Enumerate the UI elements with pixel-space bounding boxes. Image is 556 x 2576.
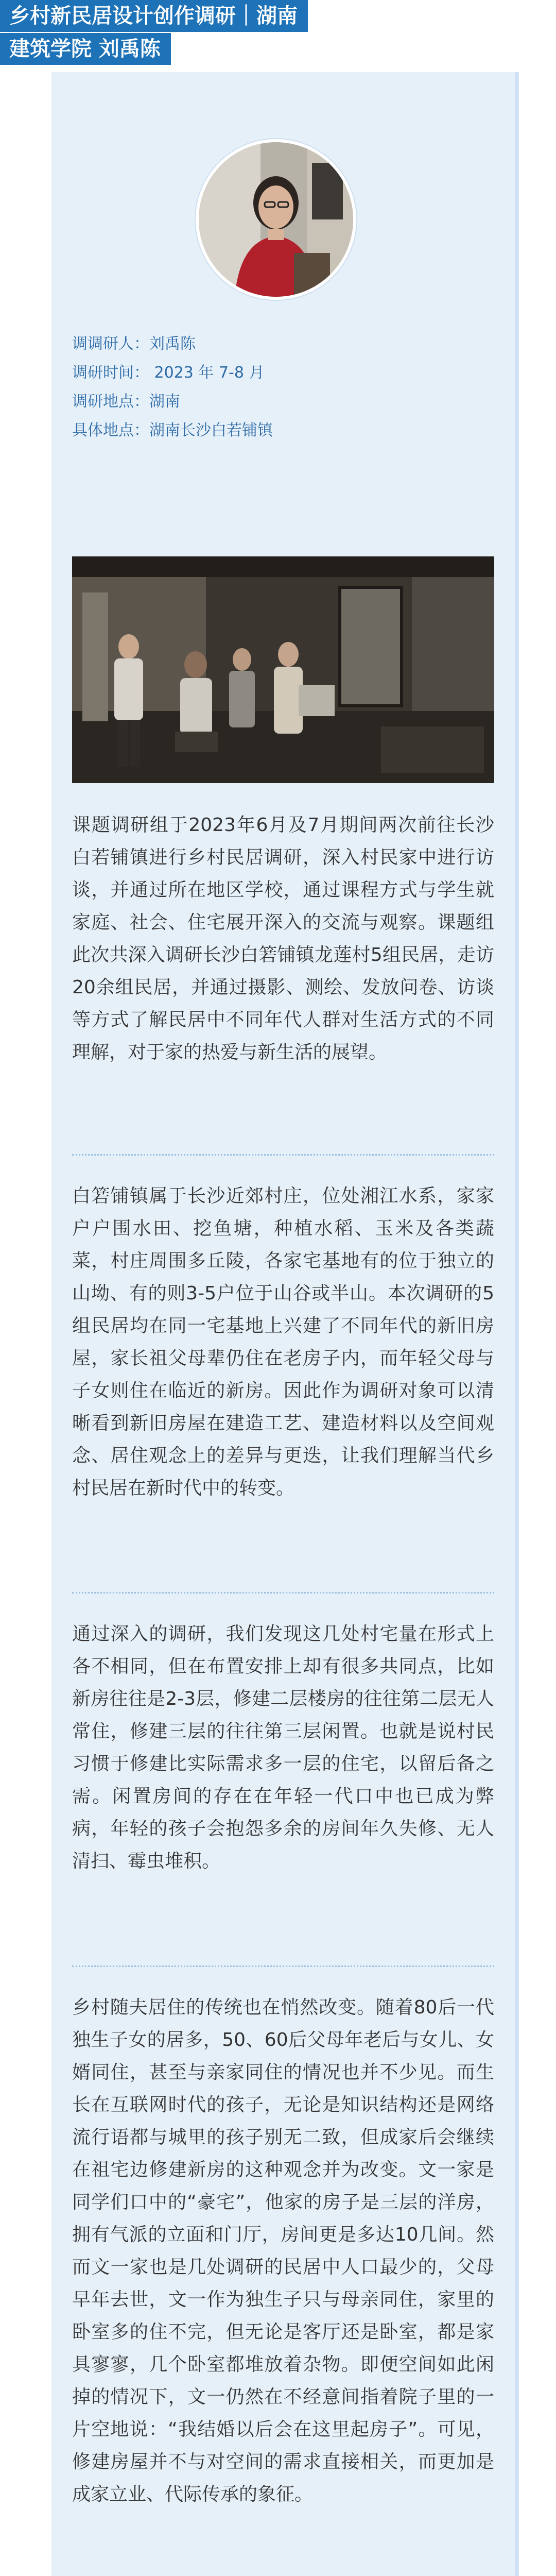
card-side-rail <box>515 72 519 2576</box>
section-divider-3 <box>72 1965 494 1967</box>
info-time: 调研时间： 2023 年 7-8 月 <box>72 364 265 382</box>
paragraph-2: 白箬铺镇属于长沙近郊村庄，位处湘江水系，家家户户围水田、挖鱼塘，种植水稻、玉米及各类蔬菜，村庄周围多丘陵，各家宅基地有的位于独立的山坳、有的则3-5户位于山谷或半山。本次调研的5组民居均在同一宅基地上兴建了不同年代的新旧房屋，家长祖父母辈仍住在老房子内，而年轻父母与子女则住在临近的新房。因此作为调研对象可以清晰看到新旧房屋在建造工艺、建造材料以及空间观念、居住观念上的差异与更迭，让我们理解当代乡村民居在新时代中的转变。 <box>72 1185 494 1499</box>
researcher-avatar <box>196 139 356 300</box>
article-subtitle: 建筑学院 刘禹陈 <box>0 33 171 65</box>
content-card <box>51 72 515 2576</box>
section-divider-2 <box>72 1592 494 1594</box>
field-visit-photo <box>72 556 494 783</box>
article-title: 乡村新民居设计创作调研｜湖南 <box>0 0 308 32</box>
info-detail-location: 具体地点：湖南长沙白若铺镇 <box>72 421 273 439</box>
field-visit-image <box>72 556 494 783</box>
info-location: 调研地点：湖南 <box>72 393 180 411</box>
paragraph-3: 通过深入的调研，我们发现这几处村宅量在形式上各不相同，但在布置安排上却有很多共同点，比如新房往往是2-3层，修建二层楼房的往往第二层无人常住，修建三层的往往第三层闲置。也就是说村民习惯于修建比实际需求多一层的住宅，以留后备之需。闲置房间的存在在年轻一代口中也已成为弊病，年轻的孩子会抱怨多余的房间年久失修、无人清扫、霉虫堆积。 <box>72 1623 494 1872</box>
article-header <box>0 0 556 67</box>
section-divider-1 <box>72 1154 494 1156</box>
research-info <box>72 330 494 445</box>
paragraph-1: 课题调研组于2023年6月及7月期间两次前往长沙白若铺镇进行乡村民居调研，深入村民家中进行访谈，并通过所在地区学校，通过课程方式与学生就家庭、社会、住宅展开深入的交流与观察。课题组此次共深入调研长沙白箬铺镇龙莲村5组民居，走访20余组民居，并通过摄影、测绘、发放问卷、访谈等方式了解民居中不同年代人群对生活方式的不同理解，对于家的热爱与新生活的展望。 <box>72 815 494 1063</box>
paragraph-4: 乡村随夫居住的传统也在悄然改变。随着80后一代独生子女的居多，50、60后父母年老后与女儿、女婿同住，甚至与亲家同住的情况也并不少见。而生长在互联网时代的孩子，无论是知识结构还是网络流行语都与城里的孩子别无二致，但成家后会继续在祖宅边修建新房的这种观念并为改变。文一家是同学们口中的“豪宅”，他家的房子是三层的洋房，拥有气派的立面和门厅，房间更是多达10几间。然而文一家也是几处调研的民居中人口最少的，父母早年去世，文一作为独生子只与母亲同住，家里的卧室多的住不完，但无论是客厅还是卧室，都是家具寥寥，几个卧室都堆放着杂物。即便空间如此闲掉的情况下，文一仍然在不经意间指着院子里的一片空地说：“我结婚以后会在这里起房子”。可见，修建房屋并不与对空间的需求直接相关，而更加是成家立业、代际传承的象征。 <box>72 1997 494 2505</box>
info-researcher: 调调研人：刘禹陈 <box>72 335 196 353</box>
researcher-portrait-image <box>199 142 353 297</box>
